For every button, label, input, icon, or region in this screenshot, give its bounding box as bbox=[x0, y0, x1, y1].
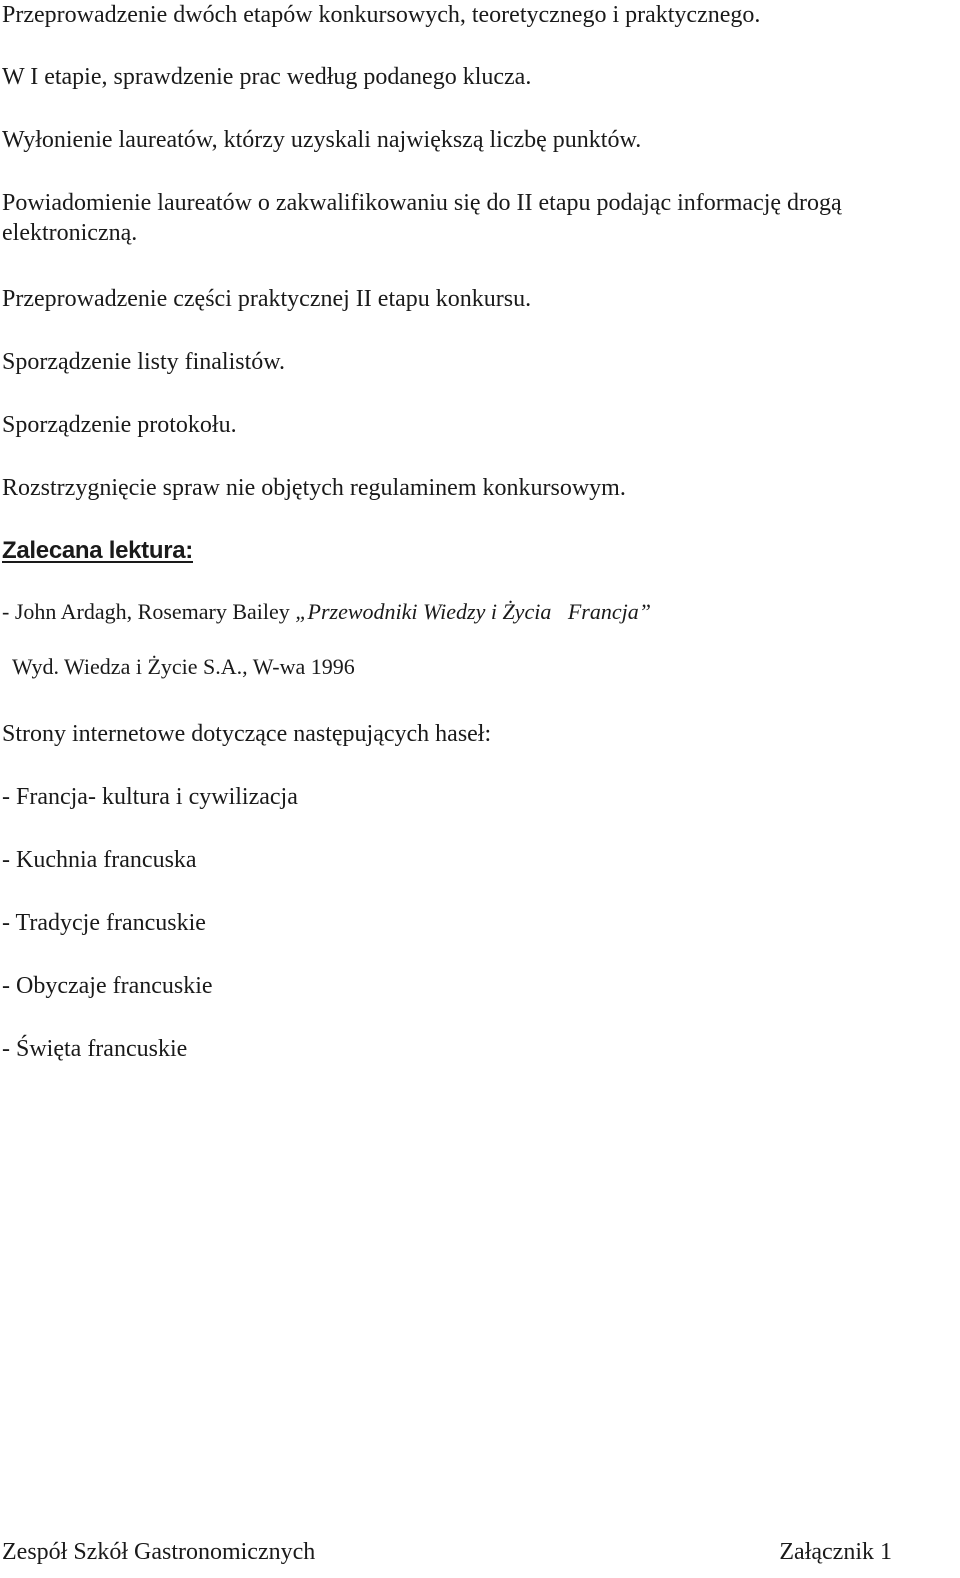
list-item: - Święta francuskie bbox=[2, 1036, 188, 1062]
list-item: - Tradycje francuskie bbox=[2, 910, 206, 936]
paragraph-practical-part: Przeprowadzenie części praktycznej II etapu konkursu. bbox=[2, 286, 532, 312]
book-authors: - John Ardagh, Rosemary Bailey bbox=[2, 599, 296, 624]
paragraph-stage-one-check: W I etapie, sprawdzenie prac według podanego klucza. bbox=[2, 64, 532, 90]
paragraph-other-matters: Rozstrzygnięcie spraw nie objętych regulaminem konkursowym. bbox=[2, 475, 626, 501]
list-item: - Francja- kultura i cywilizacja bbox=[2, 784, 298, 810]
paragraph-notify-laureates: Powiadomienie laureatów o zakwalifikowaniu się do II etapu podając informację drogą elektroniczną. bbox=[2, 190, 842, 246]
footer-attachment-label: Załącznik 1 bbox=[779, 1539, 892, 1565]
paragraph-protocol: Sporządzenie protokołu. bbox=[2, 412, 237, 438]
list-item: - Obyczaje francuskie bbox=[2, 973, 213, 999]
paragraph-laureates-selection: Wyłonienie laureatów, którzy uzyskali największą liczbę punktów. bbox=[2, 127, 642, 153]
book-publisher: Wyd. Wiedza i Życie S.A., W-wa 1996 bbox=[12, 654, 355, 679]
paragraph-finalists-list: Sporządzenie listy finalistów. bbox=[2, 349, 286, 375]
footer-school-name: Zespół Szkół Gastronomicznych bbox=[2, 1539, 316, 1565]
paragraph-two-stages: Przeprowadzenie dwóch etapów konkursowych, teoretycznego i praktycznego. bbox=[2, 2, 761, 28]
list-item: - Kuchnia francuska bbox=[2, 847, 197, 873]
internet-intro: Strony internetowe dotyczące następujących haseł: bbox=[2, 721, 492, 747]
book-title: „Przewodniki Wiedzy i Życia Francja” bbox=[295, 599, 651, 624]
recommended-reading-heading: Zalecana lektura: bbox=[2, 537, 193, 564]
book-reference bbox=[2, 597, 651, 627]
